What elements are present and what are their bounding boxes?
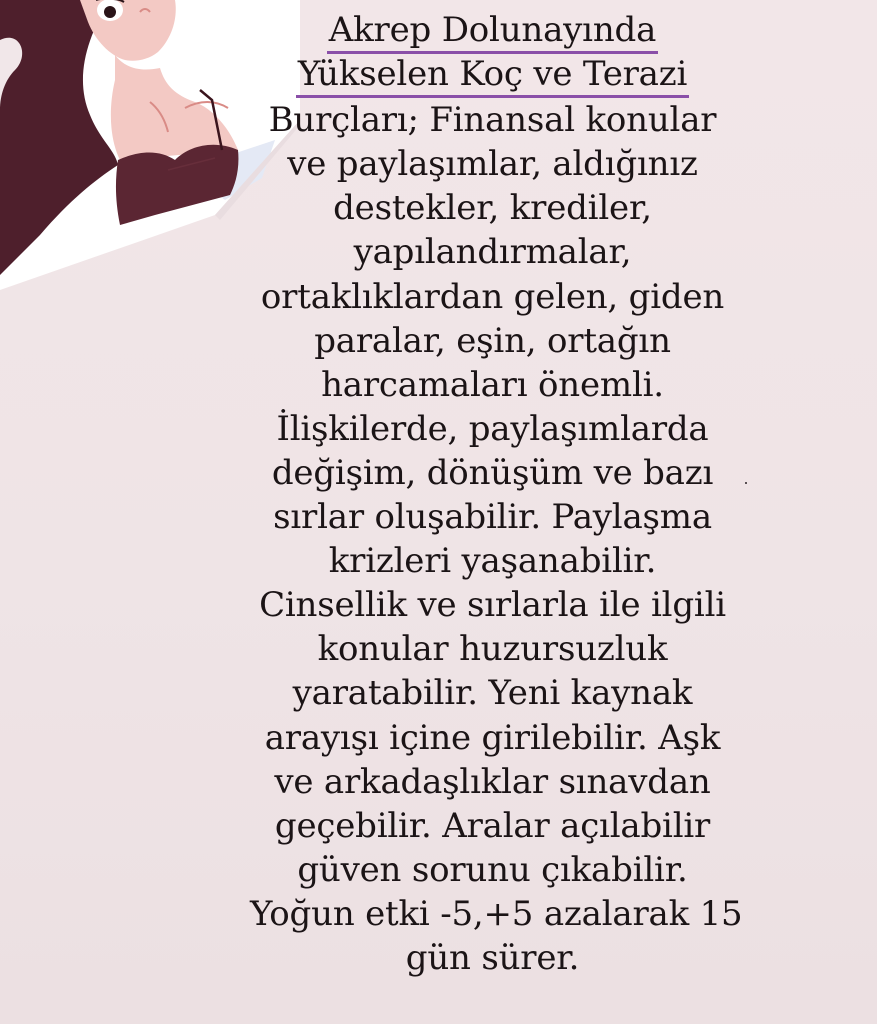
title-line-1-wrap [250,10,735,54]
body-line: ve arkadaşlıklar sınavdan [274,761,711,802]
body-line: krizleri yaşanabilir. [328,541,657,582]
body-line: güven sorunu çıkabilir. [297,849,688,890]
body-line: yaratabilir. Yeni kaynak [292,673,693,714]
body-line: Cinsellik ve sırlarla ile ilgili [259,585,726,626]
body-line: paralar, eşin, ortağın [314,320,671,361]
body-line: geçebilir. Aralar açılabilir [274,805,711,846]
title-line-2-wrap [250,54,735,98]
body-line: arayışı içine girilebilir. Aşk [264,717,721,758]
body-line: sırlar oluşabilir. Paylaşma [273,497,712,538]
body-line: yapılandırmalar, [353,232,632,273]
body-line: İlişkilerde, paylaşımlarda [276,408,709,449]
body-line: gün sürer. [405,937,580,978]
body-line: konular huzursuzluk [317,629,668,670]
body-line: Burçları; Finansal konular [268,100,717,141]
stray-dot [745,482,747,484]
title-line-1: Akrep Dolunayında [327,10,658,54]
body-line: ortaklıklardan gelen, giden [260,276,725,317]
horoscope-text [250,10,743,980]
body-line: Yoğun etki -5,+5 azalarak 15 [250,893,743,934]
body-line: destekler, krediler, [333,188,652,229]
body-line: harcamaları önemli. [321,364,664,405]
title-line-2: Yükselen Koç ve Terazi [296,54,689,98]
body-line: değişim, dönüşüm ve bazı [271,452,714,493]
body-line: ve paylaşımlar, aldığınız [287,144,698,185]
